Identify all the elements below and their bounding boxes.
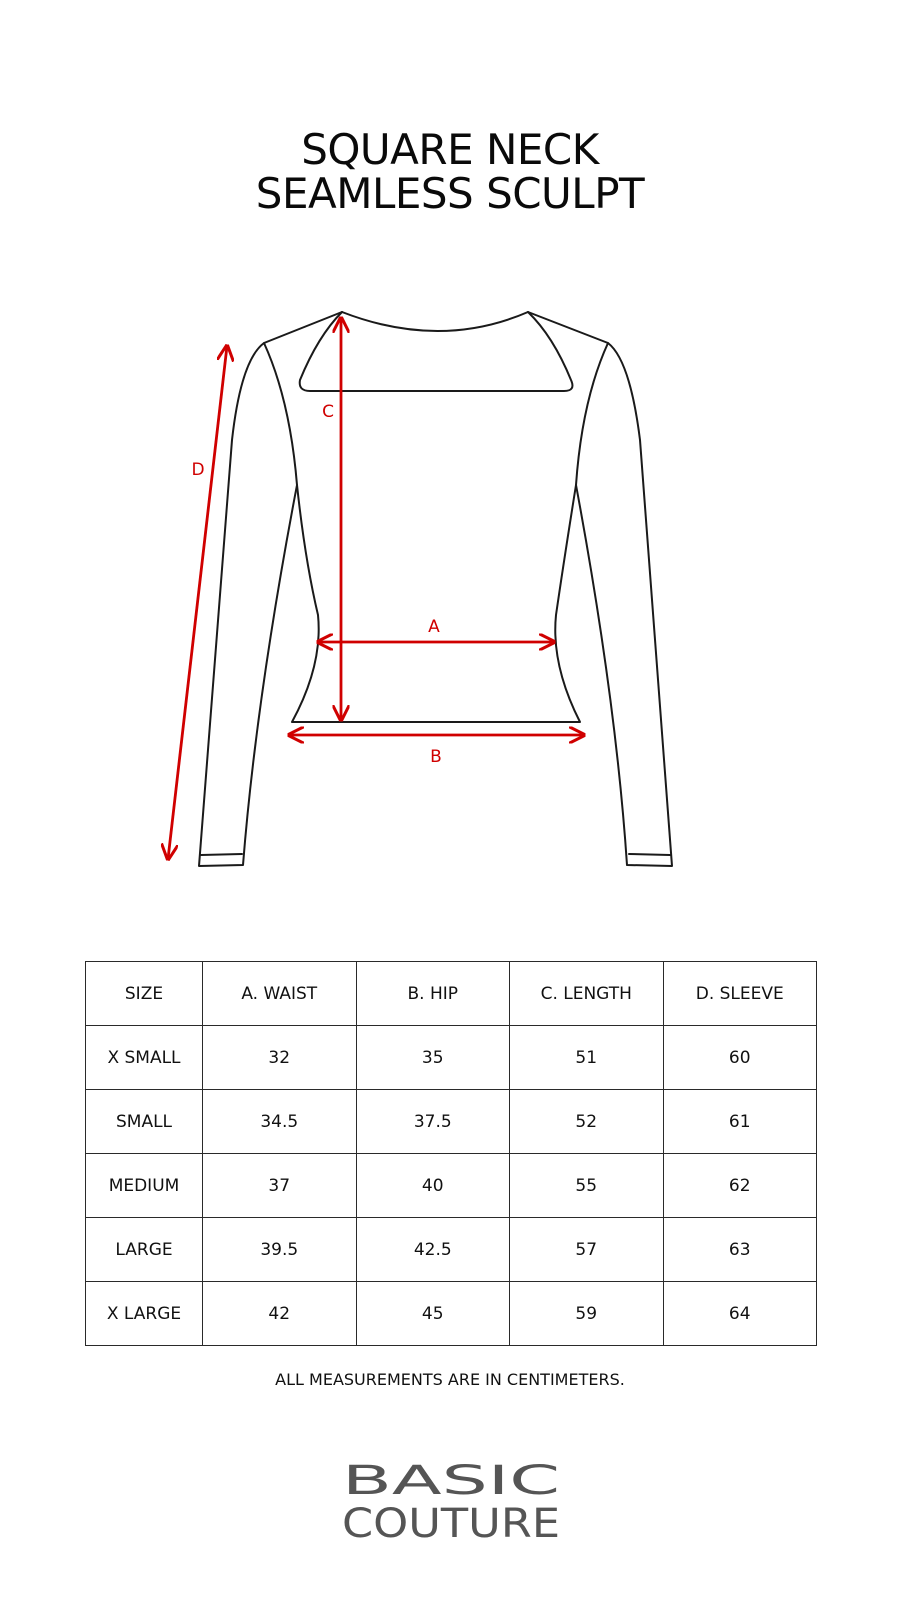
- hip-cell: 40: [356, 1154, 510, 1218]
- garment-diagram: [0, 290, 900, 880]
- logo-line-1: BASIC: [342, 1458, 560, 1504]
- body-sides-hem: [292, 485, 580, 722]
- size-cell: X SMALL: [86, 1026, 203, 1090]
- right-cuff: [629, 854, 670, 855]
- right-shoulder-line: [528, 312, 608, 343]
- size-chart-table: [85, 961, 817, 1346]
- table-row: [86, 1090, 817, 1154]
- sleeve-cell: 60: [663, 1026, 817, 1090]
- waist-cell: 39.5: [203, 1218, 357, 1282]
- label-d: D: [191, 460, 205, 480]
- measurement-lines: [168, 318, 584, 859]
- length-cell: 52: [510, 1090, 664, 1154]
- table-header-row: [86, 962, 817, 1026]
- header-waist: A. WAIST: [203, 962, 357, 1026]
- hip-cell: 45: [356, 1282, 510, 1346]
- garment-outline: [199, 312, 672, 866]
- sleeve-cell: 64: [663, 1282, 817, 1346]
- logo-line-2: COUTURE: [342, 1501, 560, 1540]
- hip-cell: 42.5: [356, 1218, 510, 1282]
- left-sleeve: [199, 343, 297, 866]
- table-row: [86, 1218, 817, 1282]
- length-cell: 55: [510, 1154, 664, 1218]
- header-hip: B. HIP: [356, 962, 510, 1026]
- label-a: A: [428, 617, 440, 637]
- left-cuff: [201, 854, 242, 855]
- waist-cell: 32: [203, 1026, 357, 1090]
- hip-cell: 37.5: [356, 1090, 510, 1154]
- length-cell: 51: [510, 1026, 664, 1090]
- length-cell: 59: [510, 1282, 664, 1346]
- title-line-1: SQUARE NECK: [301, 125, 599, 174]
- header-length: C. LENGTH: [510, 962, 664, 1026]
- title-line-2: SEAMLESS SCULPT: [255, 169, 645, 218]
- label-b: B: [430, 747, 442, 767]
- size-cell: SMALL: [86, 1090, 203, 1154]
- size-cell: MEDIUM: [86, 1154, 203, 1218]
- left-shoulder-line: [264, 312, 342, 343]
- back-neckline: [342, 312, 528, 331]
- measurement-note: ALL MEASUREMENTS ARE IN CENTIMETERS.: [275, 1370, 625, 1389]
- size-cell: LARGE: [86, 1218, 203, 1282]
- size-cell: X LARGE: [86, 1282, 203, 1346]
- waist-cell: 42: [203, 1282, 357, 1346]
- garment-sketch: [0, 290, 900, 880]
- table-row: [86, 1282, 817, 1346]
- right-sleeve: [576, 343, 672, 866]
- brand-logo-wordmark: [338, 1458, 564, 1540]
- sleeve-cell: 61: [663, 1090, 817, 1154]
- waist-cell: 37: [203, 1154, 357, 1218]
- waist-cell: 34.5: [203, 1090, 357, 1154]
- length-cell: 57: [510, 1218, 664, 1282]
- page-title: [0, 125, 900, 218]
- table-row: [86, 1154, 817, 1218]
- header-size: SIZE: [86, 962, 203, 1026]
- label-c: C: [322, 402, 334, 422]
- table-row: [86, 1026, 817, 1090]
- brand-logo: [338, 1458, 564, 1540]
- header-sleeve: D. SLEEVE: [663, 962, 817, 1026]
- sleeve-cell: 62: [663, 1154, 817, 1218]
- hip-cell: 35: [356, 1026, 510, 1090]
- sleeve-cell: 63: [663, 1218, 817, 1282]
- sleeve-measure-line: [168, 346, 227, 859]
